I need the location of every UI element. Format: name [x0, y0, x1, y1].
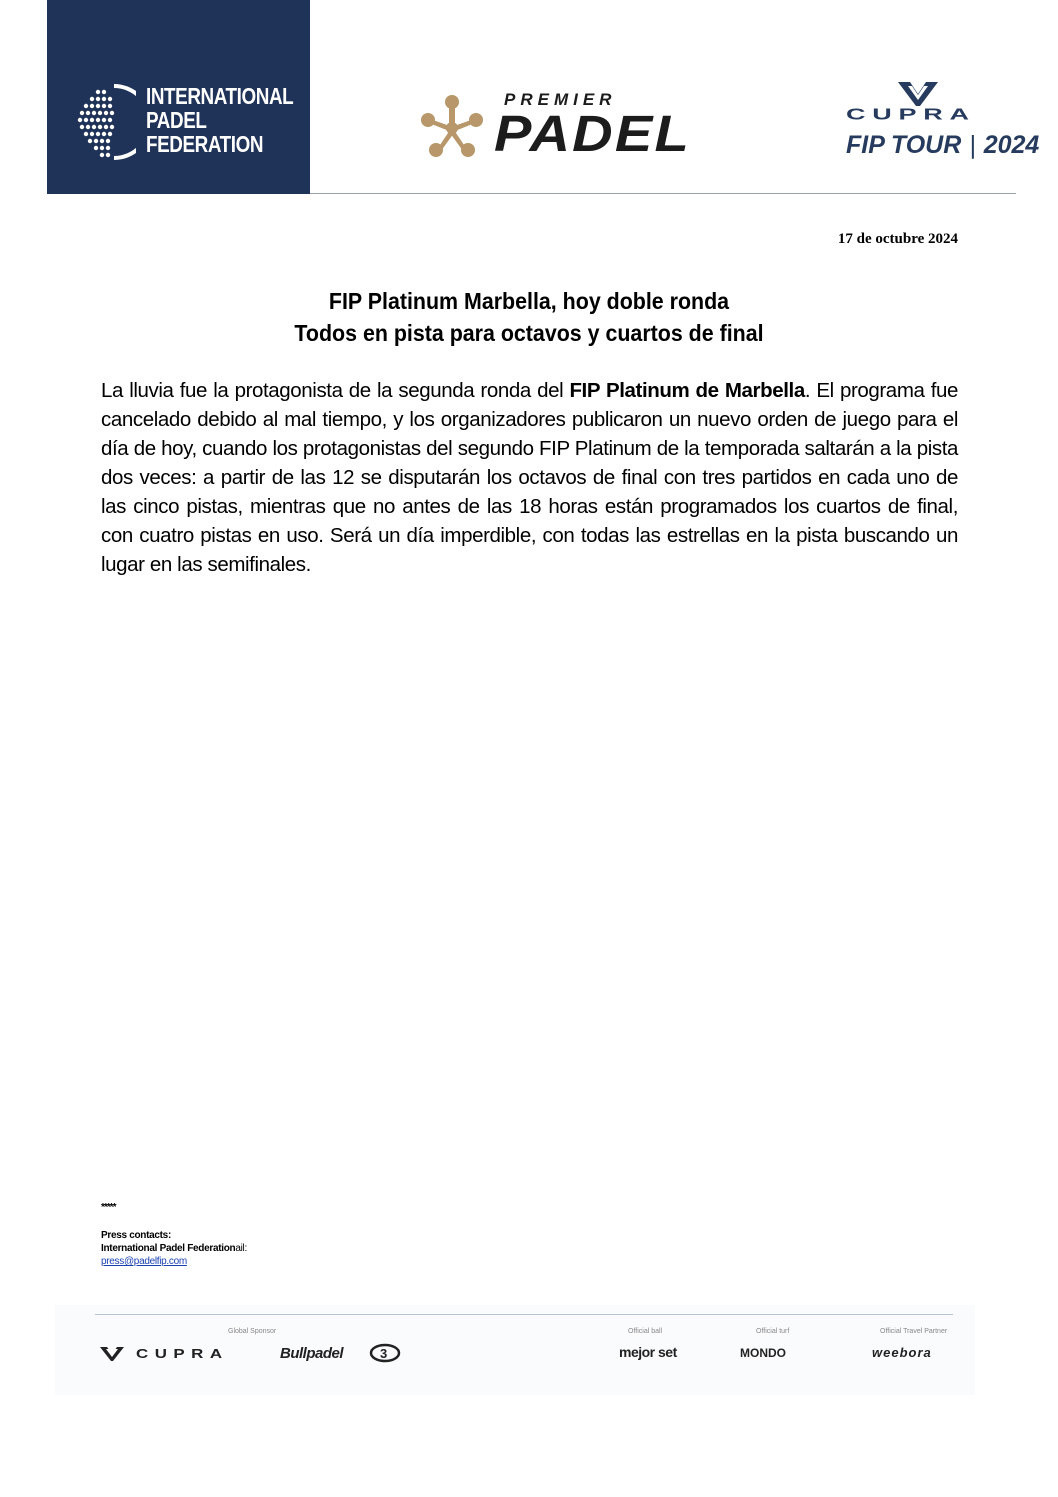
- fip-wordmark: [146, 84, 293, 156]
- separator-stars: *****: [101, 1202, 116, 1213]
- fip-logo-dot: [80, 125, 84, 129]
- fip-tour-text: FIP TOUR: [846, 131, 962, 159]
- premier-padel-star-icon: [416, 92, 488, 160]
- fip-logo-dot: [84, 104, 88, 108]
- bullpadel-emblem-icon: [369, 1343, 401, 1363]
- fip-logo-icon: [76, 82, 136, 162]
- press-date: 17 de octubre 2024: [837, 231, 958, 247]
- fip-logo-dot: [86, 111, 90, 115]
- fip-logo-dot: [96, 97, 100, 101]
- fip-logo-dot: [102, 90, 106, 94]
- fip-logo-dot: [108, 132, 112, 136]
- fip-logo-dot: [108, 104, 112, 108]
- fip-logo-dot: [92, 125, 96, 129]
- press-email-link[interactable]: press@padelfip.com: [101, 1256, 187, 1267]
- fip-tour-year: 2024: [983, 131, 1040, 159]
- fip-logo-dot: [102, 118, 106, 122]
- cupra-footer-icon: [100, 1346, 124, 1362]
- padel-wordmark: PADEL: [494, 105, 691, 162]
- article-body: [101, 376, 958, 579]
- fip-logo-dot: [100, 153, 104, 157]
- fip-logo-dot: [102, 104, 106, 108]
- cupra-logo-icon: [898, 80, 938, 108]
- body-bold-event: FIP Platinum de Marbella: [569, 379, 805, 402]
- title-line-1: FIP Platinum Marbella, hoy doble ronda: [328, 288, 730, 314]
- fip-logo-dot: [100, 139, 104, 143]
- fip-logo-dot: [96, 118, 100, 122]
- article-title: [37, 285, 1021, 349]
- sponsor-weebora: weebora: [872, 1345, 932, 1360]
- fip-logo-dot: [78, 118, 82, 122]
- fip-logo-dot: [84, 118, 88, 122]
- fip-logo-dot: [106, 153, 110, 157]
- sponsor-divider: [95, 1314, 953, 1315]
- fip-logo-dot: [98, 125, 102, 129]
- fip-logo-dot: [90, 104, 94, 108]
- sponsor-mondo: MONDO: [740, 1346, 786, 1360]
- sponsor-caption-ball: Official ball: [628, 1328, 663, 1335]
- fip-logo-dot: [88, 139, 92, 143]
- press-contacts-label: Press contacts:: [101, 1230, 171, 1241]
- sponsor-caption-global: Global Sponsor: [228, 1328, 277, 1335]
- fip-line-1: INTERNATIONAL: [146, 83, 294, 109]
- press-org: International Padel Federation: [101, 1243, 236, 1254]
- fip-line-2: PADEL: [146, 107, 207, 133]
- fip-logo-dot: [92, 111, 96, 115]
- fip-logo-dot: [84, 132, 88, 136]
- fip-logo-dot: [104, 125, 108, 129]
- sponsor-mejorset: mejor set: [619, 1344, 677, 1360]
- fip-logo-dot: [104, 111, 108, 115]
- fip-line-3: FEDERATION: [146, 131, 264, 157]
- fip-logo-dot: [102, 97, 106, 101]
- fip-logo-dot: [108, 118, 112, 122]
- fip-logo-dot: [96, 132, 100, 136]
- header-divider: [310, 193, 1016, 194]
- fip-logo-dot: [94, 139, 98, 143]
- press-org-line: [101, 1242, 247, 1255]
- fip-logo-dot: [98, 111, 102, 115]
- fip-logo-dot: [96, 90, 100, 94]
- body-rest: . El programa fue cancelado debido al mal tiempo, y los organizadores publicaron un nuevo orden de juego para el día de hoy, cuando los protagonistas del segundo FIP Platinum de la temporada saltarán a la pista dos veces: a partir de las 12 se disputarán los octavos de final con tres partidos en cada uno de las cinco pistas, mientras que no antes de las 18 horas están programados los cuartos de final, con cuatro pistas en uso. Será un día imperdible, con todas las estrellas en la pista buscando un lugar en las semifinales.: [101, 379, 958, 576]
- sponsor-caption-turf: Official turf: [756, 1328, 790, 1335]
- fip-logo-dot: [90, 132, 94, 136]
- fip-logo-dot: [110, 111, 114, 115]
- fip-tour-label: [846, 131, 1039, 160]
- press-contacts: [101, 1229, 247, 1268]
- fip-logo-dot: [108, 97, 112, 101]
- fip-logo-dot: [110, 125, 114, 129]
- fip-logo-dot: [94, 146, 98, 150]
- title-line-2: Todos en pista para octavos y cuartos de final: [294, 320, 764, 346]
- fip-tour-separator: |: [969, 131, 976, 159]
- svg-text:3: 3: [380, 1346, 388, 1361]
- fip-logo-dot: [106, 139, 110, 143]
- cupra-wordmark: CUPRA: [846, 106, 976, 124]
- fip-logo-dot: [100, 146, 104, 150]
- press-org-suffix: ail:: [235, 1243, 247, 1254]
- fip-logo-dot: [80, 111, 84, 115]
- fip-logo-dot: [86, 125, 90, 129]
- premier-label: PREMIER: [504, 90, 617, 109]
- fip-logo-dot: [102, 132, 106, 136]
- sponsor-caption-travel: Official Travel Partner: [880, 1328, 948, 1335]
- fip-logo-dot: [96, 104, 100, 108]
- fip-logo-dot: [90, 118, 94, 122]
- body-intro: La lluvia fue la protagonista de la segunda ronda del: [101, 379, 570, 402]
- fip-logo-dot: [106, 146, 110, 150]
- sponsor-cupra: CUPRA: [136, 1346, 229, 1361]
- fip-logo-dot: [90, 97, 94, 101]
- sponsor-bullpadel: Bullpadel: [280, 1345, 344, 1362]
